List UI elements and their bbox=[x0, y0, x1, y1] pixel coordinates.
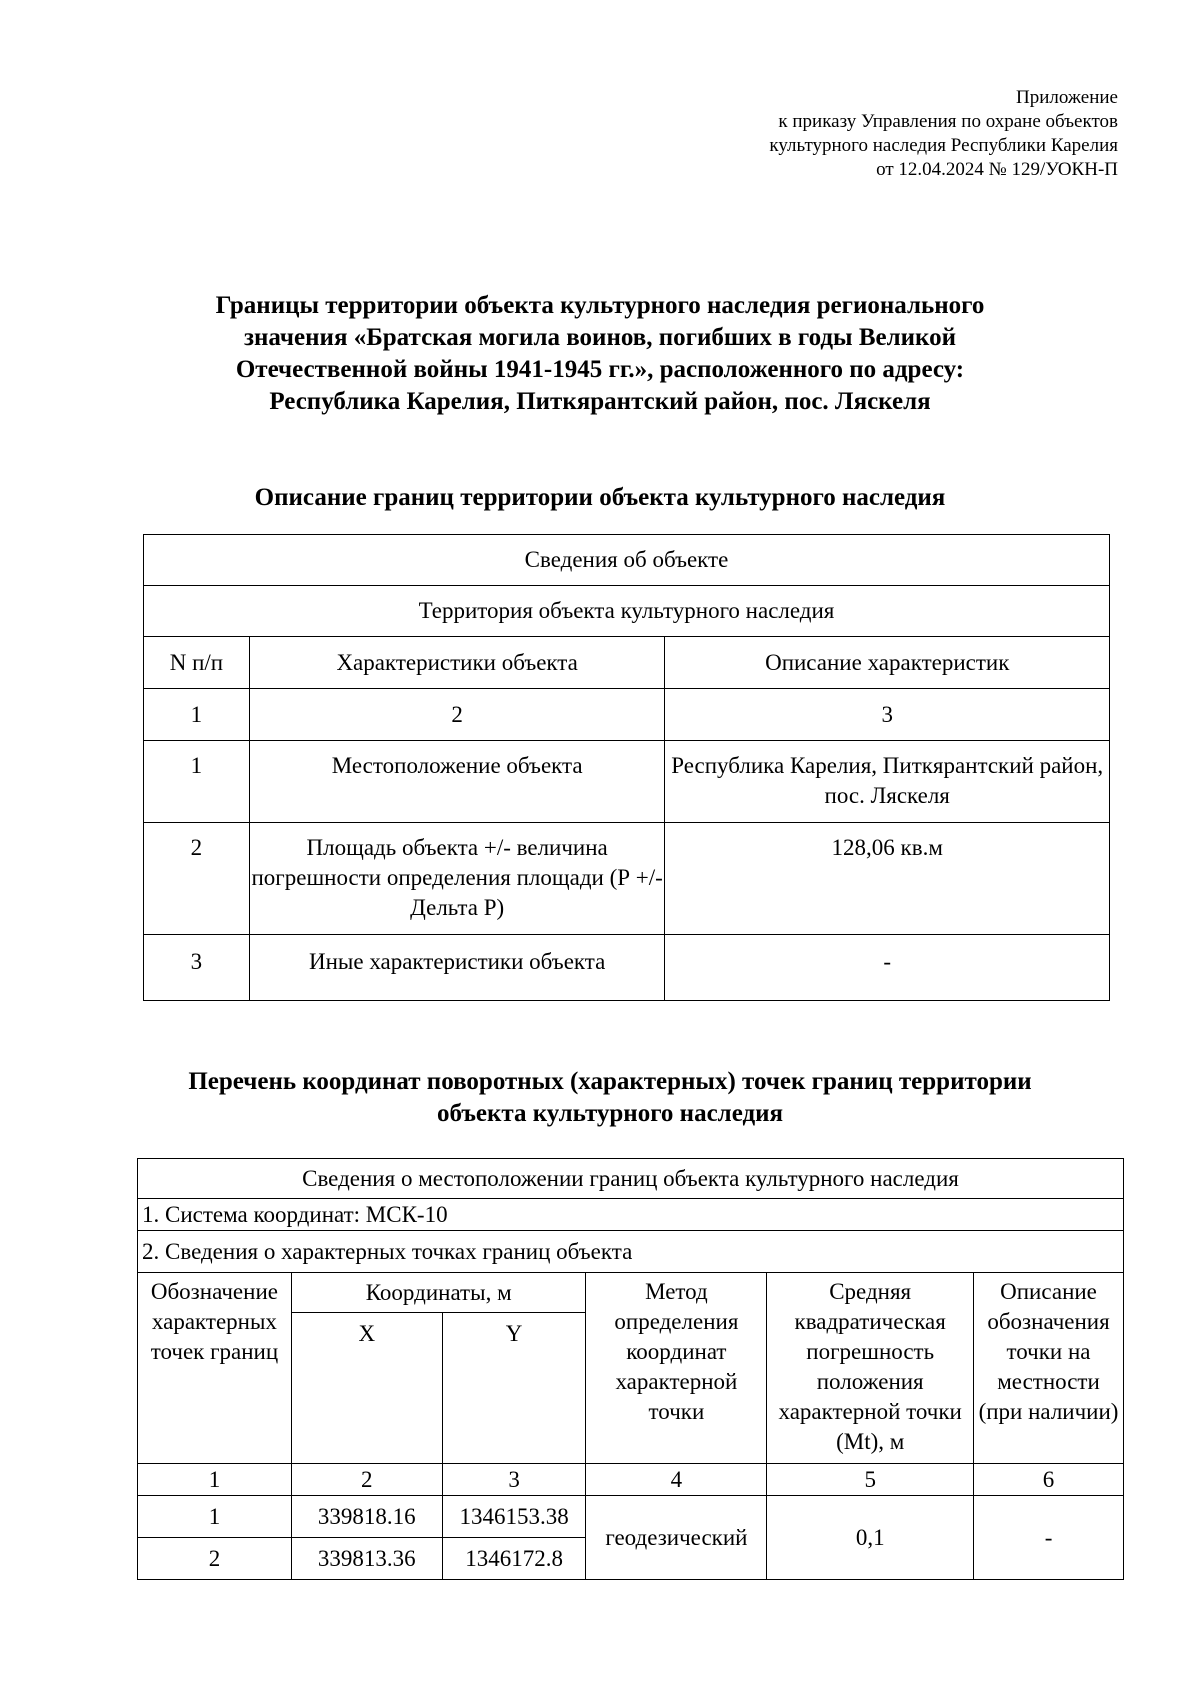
col-header-description: Описание характеристик bbox=[665, 637, 1110, 689]
section2-heading-line: объекта культурного наследия bbox=[436, 1100, 784, 1127]
col-number: 5 bbox=[767, 1464, 974, 1496]
point-x: 339818.16 bbox=[291, 1496, 442, 1538]
col-method: Метод определения координат характерной точки bbox=[586, 1273, 767, 1464]
section1-heading: Описание границ территории объекта культурного наследия bbox=[254, 484, 946, 511]
row-num: 1 bbox=[144, 741, 250, 823]
col-number: 4 bbox=[586, 1464, 767, 1496]
point-description: - bbox=[974, 1496, 1124, 1580]
col-description: Описание обозначения точки на местности (при наличии) bbox=[974, 1273, 1124, 1464]
point-id: 2 bbox=[138, 1538, 292, 1580]
annex-header bbox=[769, 86, 1118, 182]
col-number: 3 bbox=[665, 689, 1110, 741]
row-characteristic: Площадь объекта +/- величина погрешности определения площади (Р +/- Дельта Р) bbox=[249, 823, 665, 935]
row-num: 3 bbox=[144, 935, 250, 1001]
point-y: 1346153.38 bbox=[442, 1496, 586, 1538]
row-description: 128,06 кв.м bbox=[665, 823, 1110, 935]
col-number: 1 bbox=[138, 1464, 292, 1496]
point-x: 339813.36 bbox=[291, 1538, 442, 1580]
table-row bbox=[144, 823, 1110, 935]
col-x: X bbox=[291, 1313, 442, 1464]
point-method: геодезический bbox=[586, 1496, 767, 1580]
table1-subheader: Территория объекта культурного наследия bbox=[144, 586, 1110, 637]
col-number: 6 bbox=[974, 1464, 1124, 1496]
table-row bbox=[144, 935, 1110, 1001]
col-header-characteristic: Характеристики объекта bbox=[249, 637, 665, 689]
annex-line: культурного наследия Республики Карелия bbox=[769, 135, 1118, 156]
row-characteristic: Местоположение объекта bbox=[249, 741, 665, 823]
table-row bbox=[138, 1496, 1124, 1538]
row-description: - bbox=[665, 935, 1110, 1001]
annex-line: от 12.04.2024 № 129/УОКН-П bbox=[876, 159, 1118, 180]
coord-system: 1. Система координат: МСК-10 bbox=[138, 1199, 1124, 1231]
col-error: Средняя квадратическая погрешность положения характерной точки (Mt), м bbox=[767, 1273, 974, 1464]
section2-heading-line: Перечень координат поворотных (характерных) точек границ территории bbox=[188, 1068, 1032, 1095]
row-description: Республика Карелия, Питкярантский район, пос. Ляскеля bbox=[665, 741, 1110, 823]
point-id: 1 bbox=[138, 1496, 292, 1538]
table2-header: Сведения о местоположении границ объекта культурного наследия bbox=[138, 1159, 1124, 1199]
row-num: 2 bbox=[144, 823, 250, 935]
title-line: Отечественной войны 1941-1945 гг.», расположенного по адресу: bbox=[235, 356, 965, 383]
title-line: Республика Карелия, Питкярантский район, пос. Ляскеля bbox=[269, 388, 931, 415]
col-number: 1 bbox=[144, 689, 250, 741]
point-y: 1346172.8 bbox=[442, 1538, 586, 1580]
col-coordinates: Координаты, м bbox=[291, 1273, 586, 1313]
section2-heading bbox=[140, 1066, 1080, 1130]
col-designation: Обозначение характерных точек границ bbox=[138, 1273, 292, 1464]
col-header-num: N п/п bbox=[144, 637, 250, 689]
object-info-table bbox=[143, 534, 1110, 1001]
col-number: 2 bbox=[291, 1464, 442, 1496]
annex-line: Приложение bbox=[1016, 87, 1118, 108]
table1-header: Сведения об объекте bbox=[144, 535, 1110, 586]
col-y: Y bbox=[442, 1313, 586, 1464]
points-title: 2. Сведения о характерных точках границ объекта bbox=[138, 1231, 1124, 1273]
title-line: значения «Братская могила воинов, погибших в годы Великой bbox=[243, 324, 957, 351]
row-characteristic: Иные характеристики объекта bbox=[249, 935, 665, 1001]
point-error: 0,1 bbox=[767, 1496, 974, 1580]
document-title bbox=[150, 290, 1050, 418]
col-number: 3 bbox=[442, 1464, 586, 1496]
annex-line: к приказу Управления по охране объектов bbox=[778, 111, 1118, 132]
coordinates-table bbox=[137, 1158, 1124, 1580]
col-number: 2 bbox=[249, 689, 665, 741]
title-line: Границы территории объекта культурного наследия регионального bbox=[215, 292, 985, 319]
table-row bbox=[144, 741, 1110, 823]
